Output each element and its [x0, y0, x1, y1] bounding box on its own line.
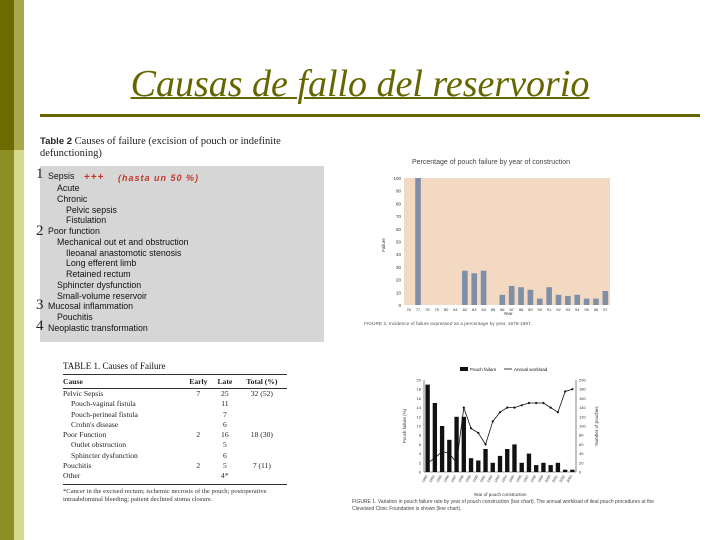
chart2-line-point	[571, 388, 573, 390]
chart1-xtick-label: 89	[528, 307, 533, 312]
table2-caption	[40, 136, 330, 160]
chart1-xtick-label: 90	[537, 307, 542, 312]
table1-body	[63, 389, 287, 482]
chart1-ytick-label: 20	[395, 277, 401, 283]
table1	[63, 361, 287, 504]
table2-row: Mucosal inflammation	[48, 301, 134, 311]
chart2-line-point	[550, 407, 552, 409]
cause-number-2: 2	[36, 223, 44, 239]
table1-row	[63, 461, 287, 471]
chart2-ytick-label: 10	[416, 423, 421, 429]
table2-row: Mechanical out et and obstruction	[57, 237, 189, 247]
table1-cell-total	[237, 410, 287, 420]
chart1-bar	[481, 271, 487, 305]
table2-label: Table 2	[40, 136, 73, 147]
chart2-bar	[520, 463, 524, 472]
decor-stripe-dark-lower	[0, 150, 14, 540]
chart2-bar	[534, 465, 538, 472]
table1-cell-early	[184, 420, 213, 430]
chart1-bar	[574, 295, 580, 305]
chart2-xtick-label: 1986	[442, 474, 451, 484]
chart2-ytick-label: 20	[416, 377, 421, 383]
chart1-ytick-label: 60	[395, 226, 401, 232]
chart2-ytick-label: 18	[416, 386, 421, 392]
chart2-ytick-label: 4	[418, 451, 421, 457]
chart2-xtick-label: 2003	[565, 474, 574, 484]
table1-row	[63, 410, 287, 420]
chart1-xtick-label: 84	[481, 307, 486, 312]
chart1-bar	[500, 295, 506, 305]
chart2-bar	[425, 385, 429, 472]
table2-row: Sepsis	[48, 171, 75, 181]
chart2-y2tick-label: 20	[579, 460, 584, 466]
chart2-bar	[556, 463, 560, 472]
chart2-bar	[512, 444, 516, 472]
table1-cell-total: 7 (11)	[252, 461, 271, 471]
chart2-line-point	[564, 390, 566, 392]
chart1-bar	[593, 299, 599, 305]
chart2-line-point	[528, 402, 530, 404]
chart1-xtick-label: 80	[443, 307, 449, 312]
chart2-ylabel: Pouch failure (%)	[402, 408, 407, 444]
table1-cell-total	[237, 440, 287, 450]
chart1-xtick-label: 96	[593, 307, 599, 312]
chart2-y2tick-label: 200	[579, 377, 586, 383]
table2-row: Chronic	[57, 194, 88, 204]
table1-header-early: Early	[184, 375, 213, 389]
chart1-xtick-label: 82	[462, 307, 468, 312]
table1-footnote: *Cancer in the excised rectum; ischemic necrosis of the pouch; postoperative intraabdominal bleeding; patient declined stoma closure.	[63, 484, 287, 504]
chart1-ytick-label: 10	[395, 290, 401, 296]
table1-cell-early	[184, 440, 213, 450]
chart1-xtick-label: 92	[556, 307, 561, 312]
chart1-xtick-label: 91	[546, 307, 552, 312]
annotation-hasta: (hasta un 50 %)	[118, 173, 200, 183]
chart2-line-point	[427, 462, 429, 464]
chart2-xlabel: Year of pouch construction	[473, 492, 527, 497]
chart1-bar	[546, 287, 552, 305]
chart2-xtick-label: 1991	[479, 474, 487, 484]
chart2-xtick-label: 1988	[457, 474, 465, 484]
chart1-xtick-label: 76	[406, 307, 411, 312]
chart2-bar	[563, 470, 567, 472]
cause-number-4: 4	[36, 318, 44, 334]
chart2-line-point	[463, 407, 465, 409]
table1-cell-cause: Other	[63, 471, 81, 481]
table1-cell-early	[184, 399, 213, 409]
table2-row: Sphincter dysfunction	[57, 280, 142, 290]
table1-row	[63, 440, 287, 450]
table1-cell-early: 7	[196, 389, 201, 398]
chart2-legend-swatch-bar	[460, 367, 468, 371]
table1-cell-late: 11	[221, 399, 229, 409]
table1-cell-total	[237, 399, 287, 409]
chart2-xtick-label: 1995	[507, 474, 516, 484]
table2-row: Ileoanal anastomotic stenosis	[66, 248, 182, 258]
chart1-ylabel: Failure	[381, 238, 386, 252]
chart2-bar	[548, 465, 552, 472]
table1-cell-cause: Sphincter dysfunction	[71, 450, 138, 460]
table1-header-total: Total (%)	[237, 375, 287, 389]
chart2-xtick-label: 1994	[500, 474, 509, 484]
chart2-xtick-label: 1990	[471, 474, 480, 484]
chart2-line-point	[455, 462, 457, 464]
chart1-ytick-label: 30	[395, 264, 401, 270]
table1-cell-cause: Pelvic Sepsis	[63, 389, 104, 398]
chart2-line-point	[542, 402, 544, 404]
chart1-bar	[518, 287, 524, 305]
chart1-bar	[528, 290, 534, 305]
chart2-ytick-label: 16	[416, 395, 421, 401]
chart2-y2tick-label: 140	[579, 405, 586, 411]
chart1-xtick-label: 81	[453, 307, 458, 312]
table1-row	[63, 389, 287, 400]
chart1-xtick-label: 86	[500, 307, 505, 312]
chart1-title: Percentage of pouch failure by year of construction	[412, 159, 570, 166]
table1-cell-total: 18 (30)	[250, 430, 273, 440]
chart2-xtick-label: 1999	[536, 474, 545, 484]
chart1-bar	[462, 271, 468, 305]
table1-cell-total: 32 (52)	[250, 389, 273, 398]
cause-number-3: 3	[36, 297, 44, 313]
chart2-bar	[440, 426, 444, 472]
chart2-caption: FIGURE 1. Variation in pouch failure rate by year of pouch construction (bar chart). The annual workload of ileal pouch procedures at the Cleveland Clinic Foundation is shown (line chart).	[352, 499, 654, 512]
chart2-bar	[469, 458, 473, 472]
chart2-y2tick-label: 0	[579, 469, 582, 475]
table2-row: Retained rectum	[66, 269, 131, 279]
chart2-line-point	[492, 420, 494, 422]
chart2-xtick-label: 2002	[558, 474, 567, 484]
chart2-line-point	[557, 411, 559, 413]
chart1-xtick-label: 95	[584, 307, 589, 312]
chart1-xtick-label: 87	[509, 307, 514, 312]
table2-caption-text: Causes of failure (excision of pouch or indefinite defunctioning)	[40, 136, 281, 159]
chart2-legend-label: Annual workload	[514, 366, 548, 372]
decor-stripe-light-lower	[14, 150, 24, 540]
chart1-xtick-label: 93	[565, 307, 571, 312]
chart2-line-point	[513, 407, 515, 409]
chart2-y2tick-label: 60	[579, 441, 584, 447]
chart1-bar	[415, 178, 421, 305]
table1-row	[63, 399, 287, 409]
chart1-bar	[584, 299, 590, 305]
table1-cell-cause: Outlet obstruction	[71, 440, 127, 450]
chart2-xtick-label: 1997	[522, 474, 530, 484]
table2-row: Pouchitis	[57, 312, 93, 322]
chart2-xtick-label: 1983	[421, 474, 429, 484]
chart2-line-point	[484, 443, 486, 445]
chart2-bar	[570, 470, 574, 472]
table1-cell-early	[184, 410, 213, 420]
chart1-ytick-label: 40	[395, 252, 401, 258]
title-divider	[40, 114, 700, 117]
table1-cell-late: 16	[221, 430, 229, 440]
table1-cell-cause: Pouch-vaginal fistula	[71, 399, 136, 409]
chart2-xtick-label: 1996	[515, 474, 523, 484]
table1-cell-cause: Pouch-perineal fistula	[71, 409, 138, 419]
chart1-xtick-label: 77	[415, 307, 421, 312]
chart2-xtick-label: 1989	[464, 474, 472, 484]
chart1-ytick-label: 70	[395, 214, 401, 220]
table1-cell-early	[184, 471, 213, 481]
chart2-y2tick-label: 120	[579, 414, 586, 420]
chart2-y2tick-label: 40	[579, 451, 584, 457]
chart2-bar	[541, 463, 545, 472]
chart1-xtick-label: 83	[472, 307, 477, 312]
chart2-failure-and-workload	[400, 364, 610, 504]
table1-header-cause: Cause	[63, 375, 184, 389]
chart2-bar	[476, 461, 480, 473]
table1-cell-total	[237, 420, 287, 430]
table2-row: Pelvic sepsis	[66, 205, 117, 215]
chart1-xtick-label: 88	[518, 307, 524, 312]
table1-cell-early: 2	[196, 461, 201, 471]
chart2-xtick-label: 1984	[428, 474, 436, 484]
chart1-bar	[509, 286, 515, 305]
chart1-ytick-label: 100	[393, 176, 401, 181]
chart2-xtick-label: 1987	[450, 474, 458, 484]
chart2-ytick-label: 12	[416, 414, 421, 420]
chart1-bar	[603, 291, 609, 305]
table1-cell-late: 7	[222, 409, 227, 419]
chart2-legend-label: Pouch failure	[470, 366, 497, 372]
table1-cell-total	[237, 451, 287, 461]
table1-cell-early	[184, 451, 213, 461]
table1-cell-total	[237, 471, 287, 481]
chart2-line-point	[441, 450, 443, 452]
chart2-ytick-label: 0	[418, 469, 421, 475]
table1-cell-cause: Pouchitis	[63, 461, 92, 471]
chart2-xtick-label: 1985	[435, 474, 443, 484]
table1-row	[63, 430, 287, 440]
table1-row	[63, 420, 287, 430]
table2-row: Small-volume reservoir	[57, 291, 147, 301]
chart1-bar	[537, 299, 543, 305]
chart2-bar	[505, 449, 509, 472]
table2-row: Acute	[57, 183, 80, 193]
table1-cell-late: 5	[222, 461, 227, 471]
table2-row: Long efferent limb	[66, 258, 137, 268]
chart2-y2tick-label: 100	[579, 423, 586, 429]
chart2-bar	[433, 403, 437, 472]
chart2-xtick-label: 2000	[544, 474, 552, 484]
table2-row: Neoplastic transformation	[48, 323, 148, 333]
chart2-bar	[491, 463, 495, 472]
chart2-line-point	[521, 404, 523, 406]
chart2-ytick-label: 14	[416, 405, 421, 411]
cause-number-1: 1	[36, 166, 44, 182]
chart1-xtick-label: 85	[490, 307, 496, 312]
chart2-y2tick-label: 80	[579, 432, 584, 438]
slide-title: Causas de fallo del reservorio	[130, 63, 590, 105]
chart2-bar	[498, 456, 502, 472]
table1-grid	[63, 375, 287, 482]
chart1-ytick-label: 0	[398, 303, 401, 308]
chart1-caption: FIGURE 2. Incidence of failure expressed as a percentage by year, 1976-1997.	[364, 322, 532, 327]
chart1-ytick-label: 50	[395, 239, 401, 245]
chart1-xtick-label: 94	[575, 307, 580, 312]
table1-row	[63, 471, 287, 481]
chart2-xtick-label: 2001	[551, 474, 559, 484]
chart2-y2tick-label: 160	[579, 395, 586, 401]
chart1-xlabel: Year	[503, 311, 513, 316]
table1-header-late: Late	[213, 375, 237, 389]
chart2-ytick-label: 8	[418, 432, 421, 438]
chart2-xtick-label: 1998	[529, 474, 538, 484]
chart2-ytick-label: 6	[418, 441, 421, 447]
chart2-line-point	[448, 453, 450, 455]
chart2-bar	[462, 417, 466, 472]
chart1-xtick-label: 78	[425, 307, 430, 312]
table1-cell-cause: Poor Function	[63, 430, 107, 440]
chart1-ytick-label: 80	[395, 201, 401, 207]
table1-title: TABLE 1. Causes of Failure	[63, 361, 287, 375]
table1-cell-late: 6	[222, 419, 227, 429]
chart2-line-point	[477, 432, 479, 434]
chart2-line-point	[499, 411, 501, 413]
table1-cell-late: 25	[221, 389, 229, 398]
annotation-plus: +++	[84, 172, 105, 183]
chart2-line-point	[535, 402, 537, 404]
chart1-xtick-label: 97	[603, 307, 608, 312]
chart1-bar	[471, 273, 477, 305]
table1-cell-late: 6	[222, 450, 227, 460]
chart2-line-point	[434, 457, 436, 459]
chart2-bar	[527, 454, 531, 472]
chart2-line-point	[506, 407, 508, 409]
table1-cell-early: 2	[196, 430, 201, 440]
chart1-ytick-label: 90	[395, 188, 401, 194]
chart2-bar	[483, 449, 487, 472]
chart2-y2tick-label: 180	[579, 386, 586, 392]
chart2-xtick-label: 1992	[486, 474, 494, 484]
table2-row: Fistulation	[66, 215, 107, 225]
chart2-line-point	[470, 427, 472, 429]
chart2-xtick-label: 1993	[493, 474, 501, 484]
table1-cell-late: 5	[222, 440, 227, 450]
table1-cell-late: 4*	[221, 471, 229, 481]
chart1-failure-by-year	[380, 170, 620, 320]
table2-row: Poor function	[48, 226, 100, 236]
table1-row	[63, 451, 287, 461]
table1-cell-cause: Crohn's disease	[71, 419, 119, 429]
chart2-ytick-label: 2	[418, 460, 421, 466]
chart1-bar	[556, 295, 562, 305]
chart2-y2label: Number of pouches	[594, 406, 599, 446]
chart1-bar	[565, 296, 571, 305]
chart1-xtick-label: 79	[434, 307, 439, 312]
chart1-plot-area	[404, 178, 610, 305]
